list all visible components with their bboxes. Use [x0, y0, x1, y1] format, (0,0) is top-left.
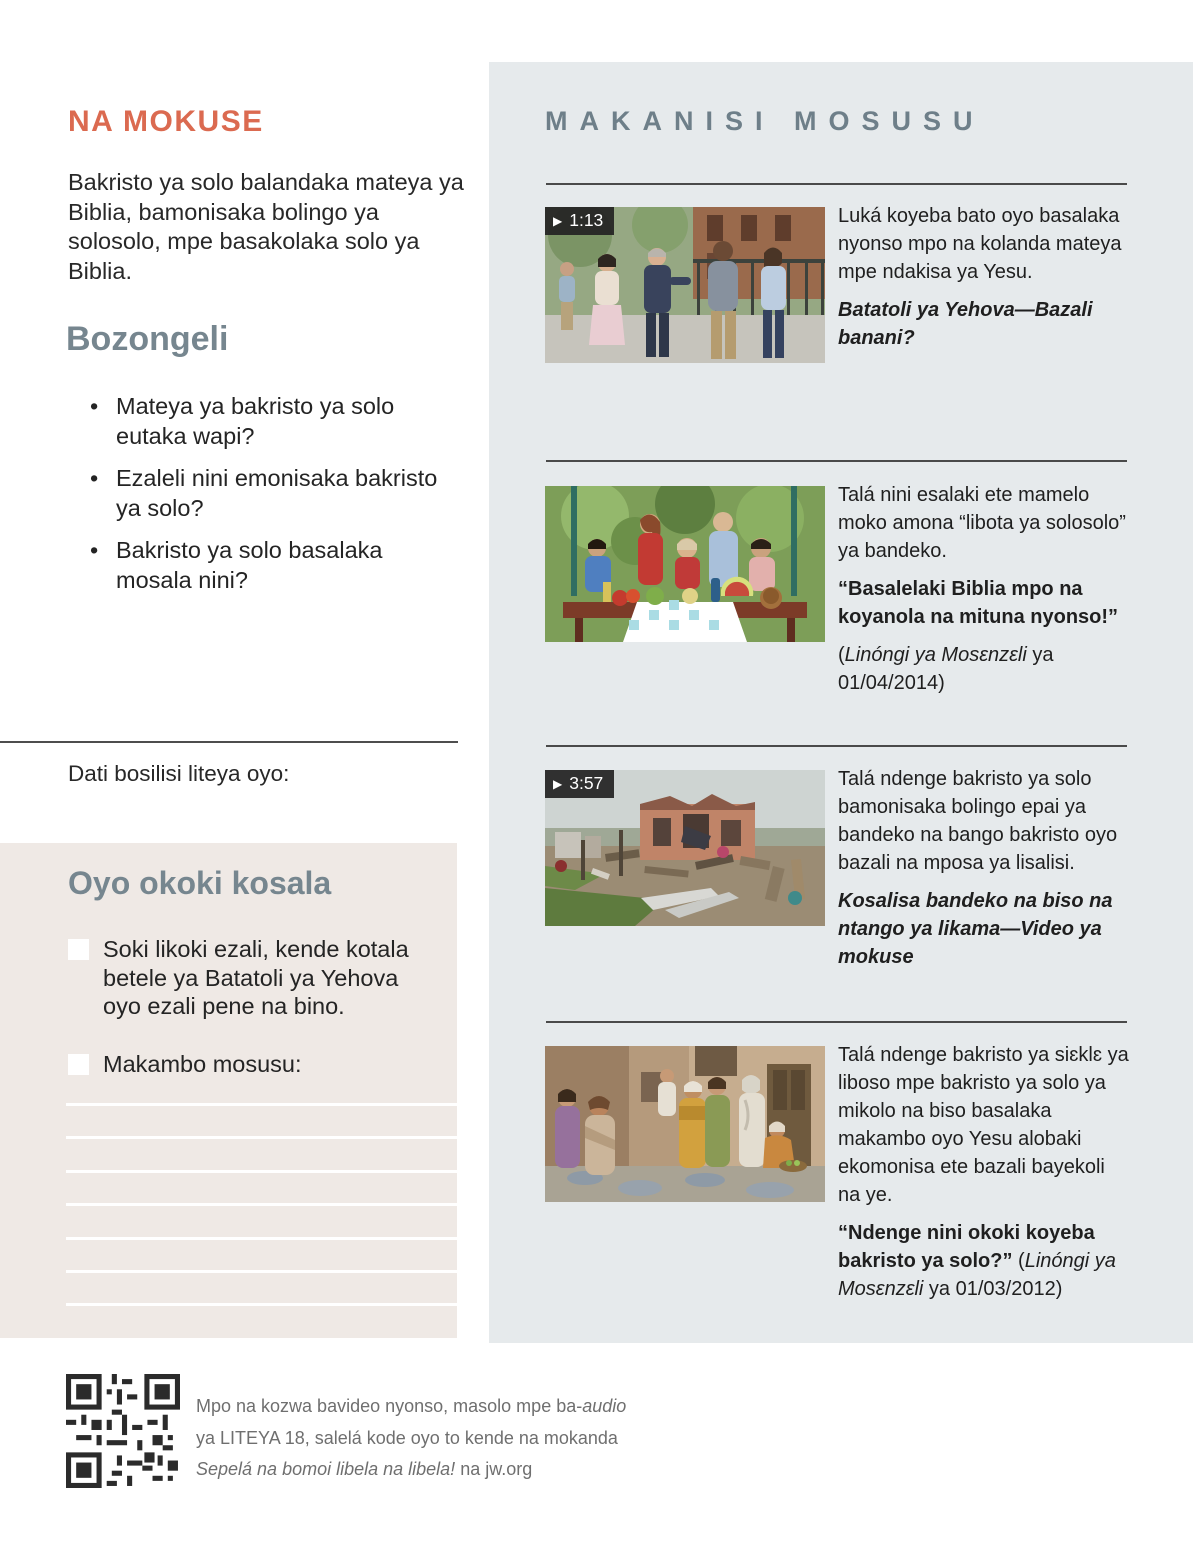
play-icon: ▶ [553, 213, 563, 228]
video-duration-badge [545, 207, 614, 235]
item-body: Talá ndenge bakristo ya siɛklɛ ya liboso mpe bakristo ya solo ya mikolo na biso basalaka makambo oyo Yesu alobaki ekomonisa ete bazali bayekoli na ye. [838, 1044, 1129, 1206]
related-item-1 [545, 207, 1187, 363]
completion-date-label: Dati bosilisi liteya oyo: [68, 761, 290, 786]
separator-rule [546, 460, 1127, 462]
action-box-title: Oyo okoki kosala [68, 865, 332, 901]
action-item-2 [68, 1050, 425, 1079]
review-question-list [90, 392, 458, 608]
item-text [838, 481, 1132, 697]
biblical-scene-illustration [545, 1046, 825, 1202]
writing-line [66, 1237, 457, 1240]
item-text [838, 1041, 1132, 1303]
item-title: Batatoli ya Yehova—Bazali banani? [838, 299, 1093, 349]
checkbox[interactable] [68, 939, 89, 960]
writing-line [66, 1170, 457, 1173]
review-question: • Bakristo ya solo basalaka mosala nini? [90, 537, 383, 593]
item-body: Talá ndenge bakristo ya solo bamonisaka bolingo epai ya bandeko na bango bakristo oyo bazali na mposa ya lisalisi. [838, 768, 1118, 874]
summary-title: NA MOKUSE [68, 105, 264, 138]
play-icon: ▶ [553, 776, 563, 791]
divider-rule [0, 741, 458, 743]
article-thumbnail-early-christians[interactable] [545, 1046, 825, 1202]
action-box [0, 843, 457, 1338]
video-thumbnail-street-witnessing[interactable] [545, 207, 825, 363]
bullet-icon: • [90, 465, 99, 491]
writing-line [66, 1136, 457, 1139]
video-duration: 3:57 [569, 773, 604, 793]
publication-name: Linóngi ya Mosɛnzɛli [844, 644, 1027, 666]
action-item-text: Soki likoki ezali, kende kotala betele ya Batatoli ya Yehova oyo ezali pene na bino. [103, 936, 409, 1019]
related-item-4 [545, 1046, 1187, 1303]
item-text [838, 765, 1132, 971]
panel-title: MAKANISI MOSUSU [545, 106, 985, 136]
bullet-icon: • [90, 393, 99, 419]
checkbox[interactable] [68, 1054, 89, 1075]
item-reference: (Linóngi ya Mosɛnzɛli ya 01/04/2014) [838, 644, 1054, 694]
writing-lines [66, 1103, 457, 1337]
publication-name: Linóngi ya Mosɛnzɛli [838, 1250, 1116, 1300]
item-text [838, 202, 1132, 363]
item-title-with-reference: “Ndenge nini okoki koyeba bakristo ya solo?” (Linóngi ya Mosɛnzɛli ya 01/03/2012) [838, 1222, 1116, 1300]
related-item-2 [545, 486, 1187, 697]
summary-text: Bakristo ya solo balandaka mateya ya Biblia, bamonisaka bolingo ya solosolo, mpe basakolaka solo ya Biblia. [68, 169, 464, 284]
footer-instructions: Mpo na kozwa bavideo nyonso, masolo mpe ba-audio ya LITEYA 18, salelá kode oyo to kende na mokanda Sepelá na bomoi libela na libela! na jw.org [196, 1396, 627, 1479]
separator-rule [546, 1021, 1127, 1023]
item-body: Talá nini esalaki ete mamelo moko amona “libota ya solosolo” ya bandeko. [838, 484, 1126, 562]
item-title: Kosalisa bandeko na biso na ntango ya likama—Video ya mokuse [838, 890, 1113, 968]
review-title: Bozongeli [66, 320, 229, 358]
separator-rule [546, 183, 1127, 185]
book-title: Sepelá na bomoi libela na libela! [196, 1459, 456, 1479]
qr-code-image [66, 1374, 180, 1488]
item-title: “Ndenge nini okoki koyeba bakristo ya solo?” [838, 1222, 1095, 1272]
review-question: • Mateya ya bakristo ya solo eutaka wapi? [90, 393, 395, 449]
video-duration: 1:13 [569, 210, 604, 230]
writing-line [66, 1270, 457, 1273]
writing-line [66, 1103, 457, 1106]
writing-line [66, 1203, 457, 1206]
related-item-3 [545, 770, 1187, 971]
item-title: “Basalelaki Biblia mpo na koyanola na mituna nyonso!” [838, 578, 1119, 628]
picnic-scene-illustration [545, 486, 825, 642]
bullet-icon: • [90, 537, 99, 563]
writing-line [66, 1303, 457, 1306]
article-thumbnail-family-picnic[interactable] [545, 486, 825, 642]
action-item-text: Makambo mosusu: [103, 1051, 302, 1077]
separator-rule [546, 745, 1127, 747]
item-body: Luká koyeba bato oyo basalaka nyonso mpo na kolanda mateya mpe ndakisa ya Yesu. [838, 205, 1122, 283]
audio-word: audio [582, 1396, 627, 1416]
related-ideas-panel [489, 62, 1193, 1343]
video-duration-badge [545, 770, 614, 798]
action-item-1 [68, 935, 425, 1021]
review-question: • Ezaleli nini emonisaka bakristo ya solo? [90, 465, 438, 521]
video-thumbnail-disaster-relief[interactable] [545, 770, 825, 926]
